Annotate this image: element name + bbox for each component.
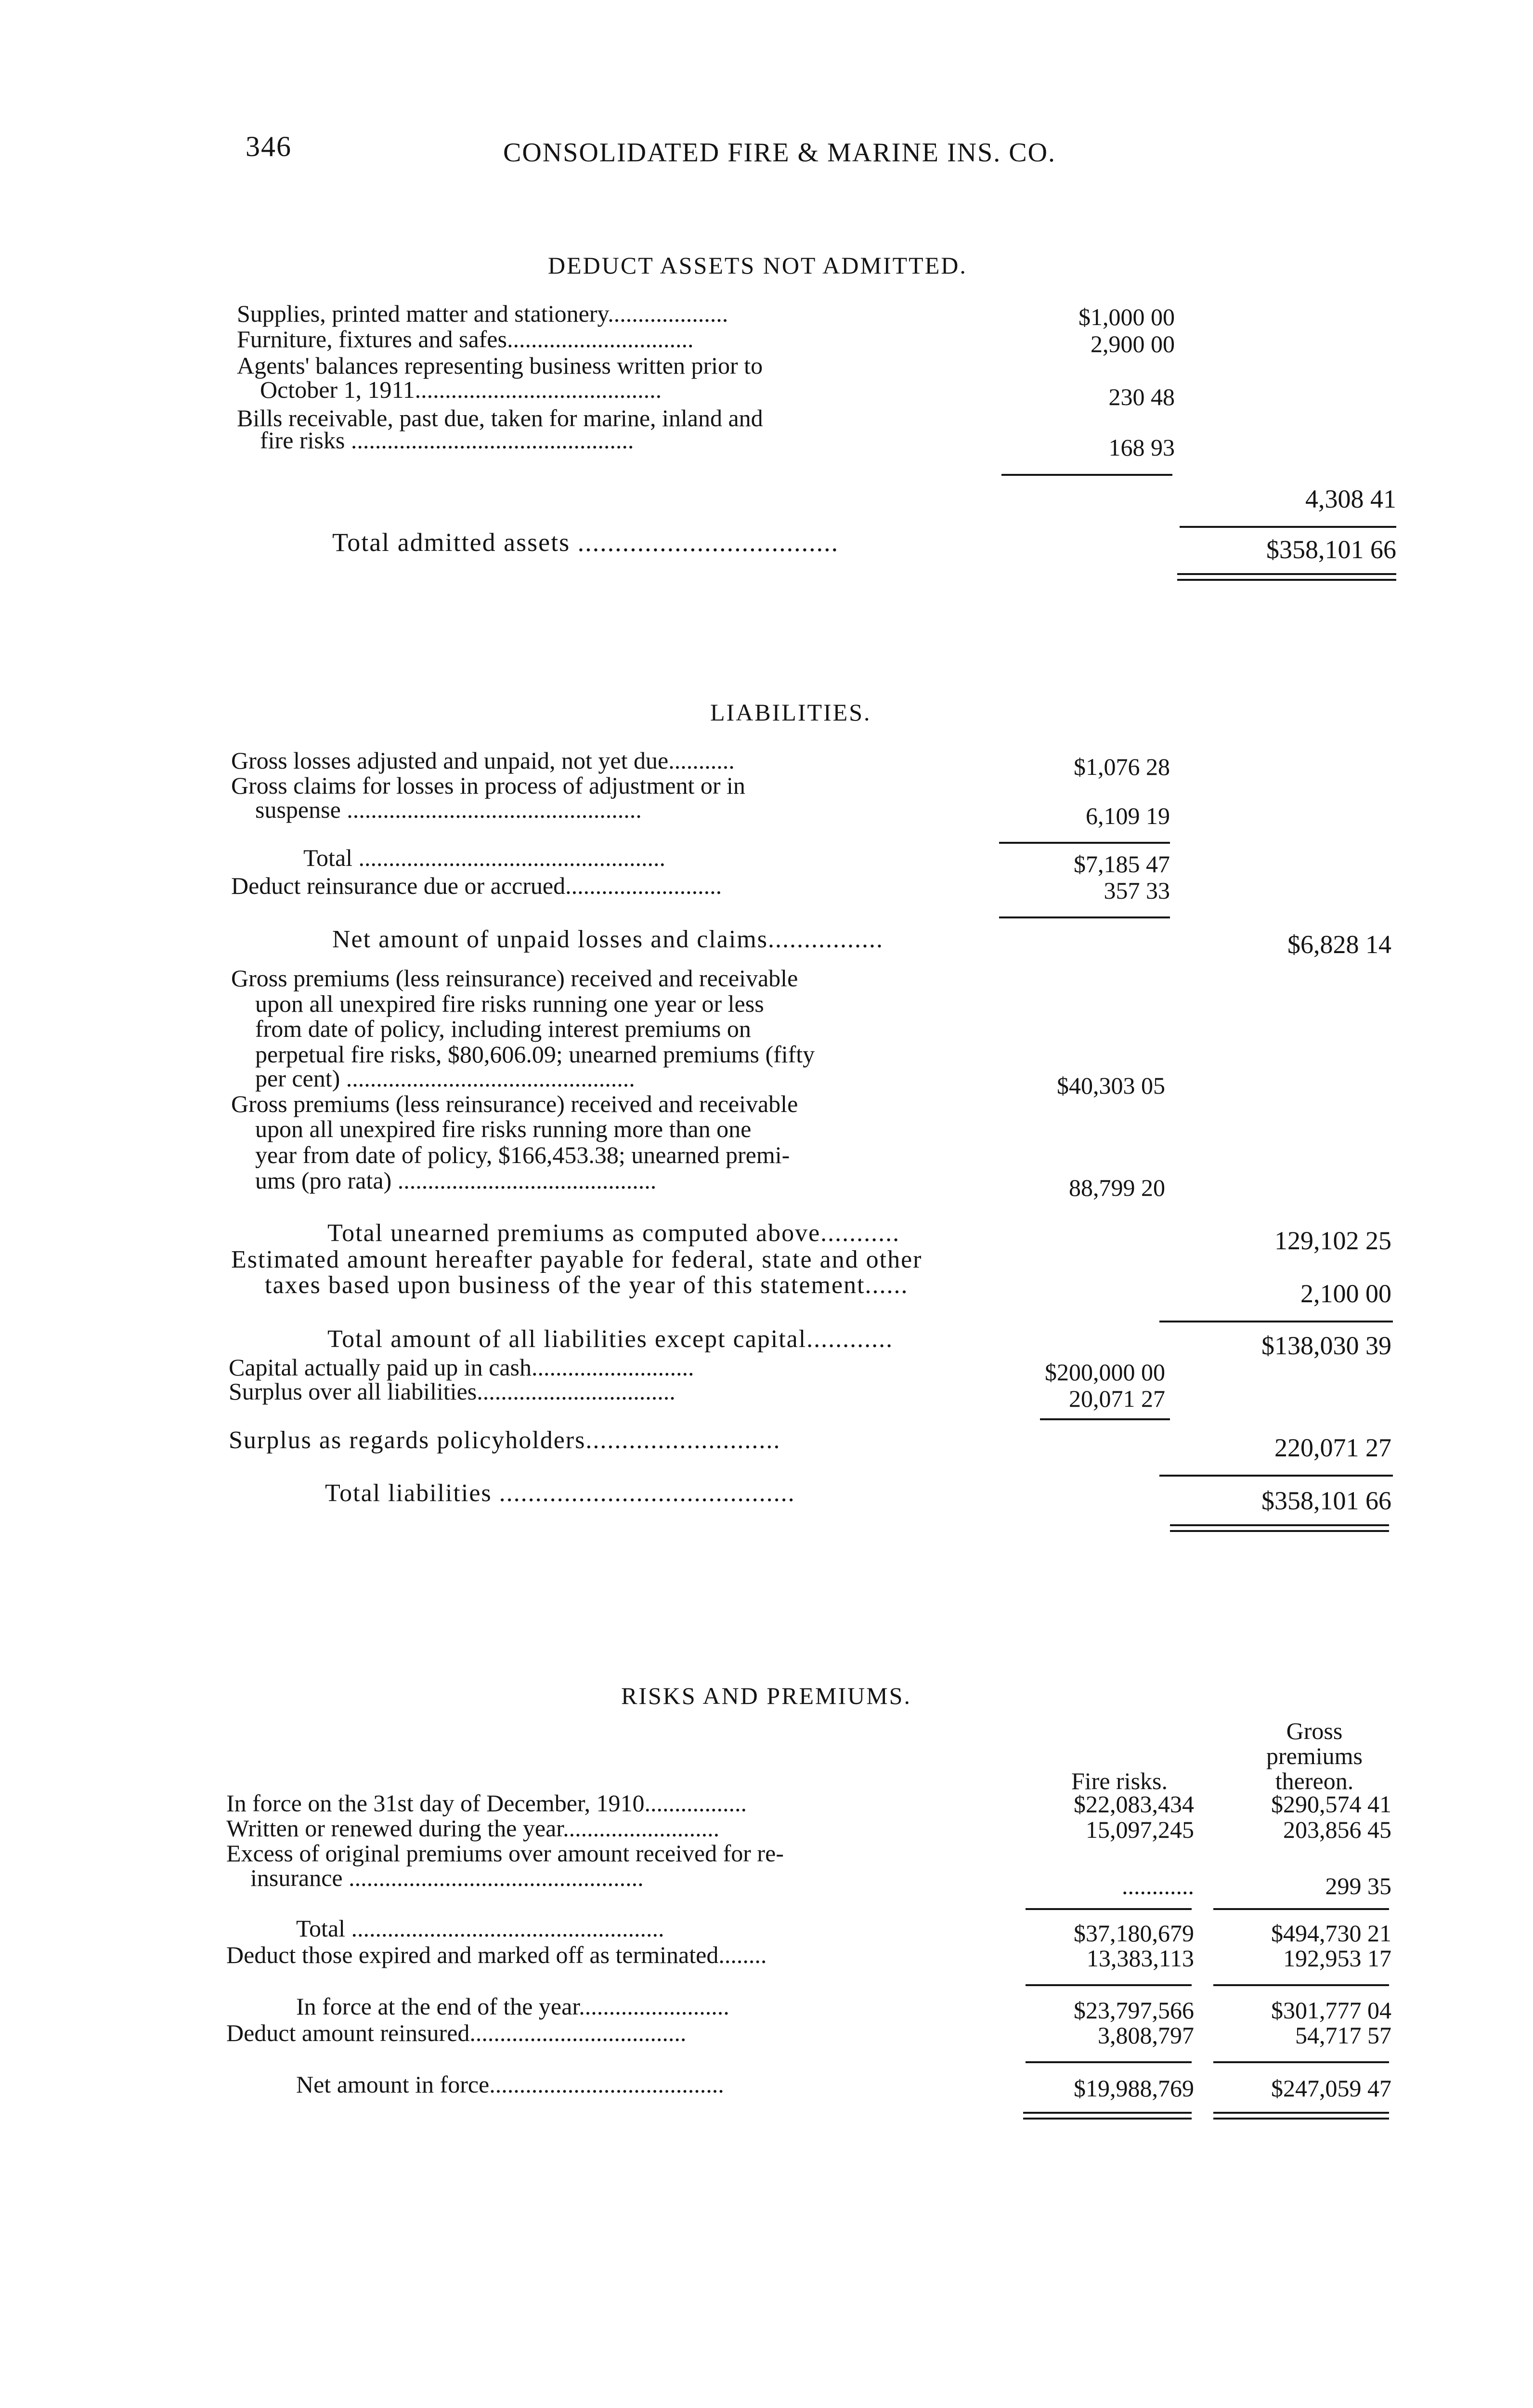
risks-net-premium-rule — [1213, 2061, 1389, 2063]
deduct-agents-amount: 230 48 — [1108, 383, 1175, 410]
liab-unearned-total-amount: 129,102 25 — [1274, 1226, 1391, 1255]
risks-written-label: Written or renewed during the year.......................... — [226, 1815, 720, 1842]
liab-total-label: Total ................................................... — [303, 844, 666, 871]
liab-taxes-amount: 2,100 00 — [1300, 1279, 1391, 1308]
liab-premiums-2-line-b: upon all unexpired fire risks running more than one — [255, 1115, 752, 1142]
risks-expired-label: Deduct those expired and marked off as terminated........ — [226, 1941, 767, 1968]
liab-premiums-1-amount: $40,303 05 — [1057, 1072, 1165, 1099]
liab-premiums-2-line-c: year from date of policy, $166,453.38; unearned premi- — [255, 1141, 790, 1168]
liab-premiums-1-line-b: upon all unexpired fire risks running one year or less — [255, 990, 764, 1017]
deduct-supplies-amount: $1,000 00 — [1078, 303, 1175, 330]
risks-col-gross-line-c: thereon. — [1275, 1767, 1354, 1794]
liab-all-except-capital-amount: $138,030 39 — [1261, 1331, 1391, 1360]
liab-net-rule — [999, 916, 1170, 918]
liab-premiums-1-line-a: Gross premiums (less reinsurance) received and receivable — [231, 965, 798, 992]
deduct-agents-label-a: Agents' balances representing business written prior to — [237, 352, 763, 379]
liab-net-unpaid-amount: $6,828 14 — [1287, 930, 1391, 959]
liabilities-heading: LIABILITIES. — [710, 699, 871, 726]
liab-total-rule — [999, 842, 1170, 844]
risks-net-in-force-fire: $19,988,769 — [1074, 2075, 1194, 2102]
liab-premiums-1-line-e: per cent) ................................................ — [255, 1065, 635, 1092]
liab-gross-claims-label-b: suspense ................................................. — [255, 796, 642, 823]
deduct-bills-label-a: Bills receivable, past due, taken for marine, inland and — [237, 405, 763, 432]
risks-col-fire: Fire risks. — [1071, 1767, 1168, 1794]
liab-net-unpaid-label: Net amount of unpaid losses and claims................ — [332, 926, 883, 953]
liab-premiums-2-amount: 88,799 20 — [1069, 1174, 1165, 1201]
liab-gross-claims-label-a: Gross claims for losses in process of adjustment or in — [231, 772, 745, 799]
liab-surplus-policyholders-label: Surplus as regards policyholders........................... — [229, 1426, 781, 1454]
risks-written-premium: 203,856 45 — [1283, 1816, 1391, 1843]
risks-end-of-year-fire: $23,797,566 — [1074, 1997, 1194, 2024]
risks-col-gross-line-a: Gross — [1286, 1717, 1343, 1744]
risks-in-force-1910-fire: $22,083,434 — [1074, 1791, 1194, 1818]
liab-capital-label: Capital actually paid up in cash........................... — [229, 1354, 694, 1381]
risks-excess-label-b: insurance ................................................. — [250, 1864, 644, 1891]
risks-reinsured-label: Deduct amount reinsured.................................... — [226, 2019, 687, 2046]
risks-end-of-year-premium: $301,777 04 — [1271, 1997, 1391, 2024]
page-title: CONSOLIDATED FIRE & MARINE INS. CO. — [503, 138, 1056, 168]
liab-total-liabilities-label: Total liabilities ......................................... — [325, 1479, 795, 1507]
liab-taxes-label-b: taxes based upon business of the year of this statement...... — [265, 1271, 909, 1299]
liab-all-except-capital-label: Total amount of all liabilities except capital............ — [327, 1325, 894, 1353]
liab-surplus-amount: 20,071 27 — [1069, 1385, 1165, 1412]
liab-total-liabilities-rule — [1159, 1475, 1393, 1477]
risks-net-fire-rule — [1026, 2061, 1192, 2063]
liab-total-liabilities-amount: $358,101 66 — [1261, 1486, 1391, 1515]
page-number: 346 — [246, 131, 292, 162]
risks-net-fire-double-rule — [1023, 2112, 1192, 2120]
risks-reinsured-premium: 54,717 57 — [1295, 2022, 1391, 2049]
deduct-subtotal-rule — [1001, 474, 1172, 476]
deduct-supplies-label: Supplies, printed matter and stationery.................... — [237, 300, 728, 327]
risks-reinsured-fire: 3,808,797 — [1098, 2022, 1194, 2049]
risks-in-force-1910-label: In force on the 31st day of December, 1910................. — [226, 1790, 747, 1817]
liab-gross-losses-amount: $1,076 28 — [1074, 753, 1170, 780]
liab-surplus-rule — [1040, 1418, 1170, 1420]
liab-premiums-1-line-c: from date of policy, including interest premiums on — [255, 1015, 751, 1042]
risks-total-premium-rule — [1213, 1908, 1389, 1910]
risks-net-premium-double-rule — [1213, 2112, 1389, 2120]
liab-unearned-total-label: Total unearned premiums as computed above........... — [327, 1219, 900, 1247]
risks-net-in-force-label: Net amount in force....................................... — [296, 2071, 724, 2098]
risks-excess-label-a: Excess of original premiums over amount received for re- — [226, 1840, 784, 1867]
liab-all-except-capital-rule — [1159, 1321, 1393, 1322]
total-admitted-assets-amount: $358,101 66 — [1266, 535, 1396, 564]
deduct-furniture-label: Furniture, fixtures and safes............................... — [237, 326, 694, 353]
risks-end-of-year-label: In force at the end of the year......................... — [296, 1993, 729, 2020]
liab-premiums-2-line-a: Gross premiums (less reinsurance) received and receivable — [231, 1090, 798, 1117]
liab-premiums-1-line-d: perpetual fire risks, $80,606.09; unearned premiums (fifty — [255, 1041, 815, 1068]
deduct-bills-label-b: fire risks ............................................... — [260, 427, 634, 454]
risks-total-label: Total .................................................... — [296, 1915, 664, 1942]
risks-col-gross-line-b: premiums — [1266, 1742, 1363, 1769]
risks-written-fire: 15,097,245 — [1086, 1816, 1194, 1843]
deduct-furniture-amount: 2,900 00 — [1091, 330, 1175, 357]
liab-surplus-policyholders-amount: 220,071 27 — [1274, 1433, 1391, 1462]
liab-premiums-2-line-d: ums (pro rata) ........................................... — [255, 1167, 657, 1194]
total-admitted-assets-label: Total admitted assets ................................... — [332, 528, 839, 557]
risks-excess-premium: 299 35 — [1325, 1872, 1391, 1899]
deduct-subtotal: 4,308 41 — [1305, 484, 1396, 513]
risks-expired-premium: 192,953 17 — [1283, 1945, 1391, 1972]
liab-taxes-label-a: Estimated amount hereafter payable for federal, state and other — [231, 1246, 922, 1273]
risks-excess-fire: ............ — [1122, 1872, 1194, 1899]
liab-gross-claims-amount: 6,109 19 — [1086, 802, 1170, 829]
risks-expired-fire: 13,383,113 — [1086, 1945, 1194, 1972]
risks-total-fire: $37,180,679 — [1074, 1920, 1194, 1947]
liab-capital-amount: $200,000 00 — [1045, 1359, 1165, 1386]
deduct-bills-amount: 168 93 — [1108, 434, 1175, 461]
risks-heading: RISKS AND PREMIUMS. — [621, 1682, 911, 1709]
liab-total-liabilities-double-rule — [1170, 1524, 1389, 1532]
risks-total-premium: $494,730 21 — [1271, 1920, 1391, 1947]
liab-total-amount: $7,185 47 — [1074, 851, 1170, 877]
liab-reinsurance-label: Deduct reinsurance due or accrued.......................... — [231, 872, 722, 899]
total-admitted-assets-double-rule — [1177, 573, 1396, 581]
risks-endyear-fire-rule — [1026, 1984, 1192, 1986]
liab-surplus-label: Surplus over all liabilities................................. — [229, 1378, 676, 1405]
risks-in-force-1910-premium: $290,574 41 — [1271, 1791, 1391, 1818]
liab-reinsurance-amount: 357 33 — [1104, 877, 1170, 904]
risks-net-in-force-premium: $247,059 47 — [1271, 2075, 1391, 2102]
deduct-agents-label-b: October 1, 1911......................................... — [260, 376, 662, 403]
deduct-total-rule — [1180, 526, 1396, 528]
risks-endyear-premium-rule — [1213, 1984, 1389, 1986]
risks-total-fire-rule — [1026, 1908, 1192, 1910]
deduct-heading: DEDUCT ASSETS NOT ADMITTED. — [548, 252, 967, 279]
liab-gross-losses-label: Gross losses adjusted and unpaid, not yet due........... — [231, 747, 735, 774]
